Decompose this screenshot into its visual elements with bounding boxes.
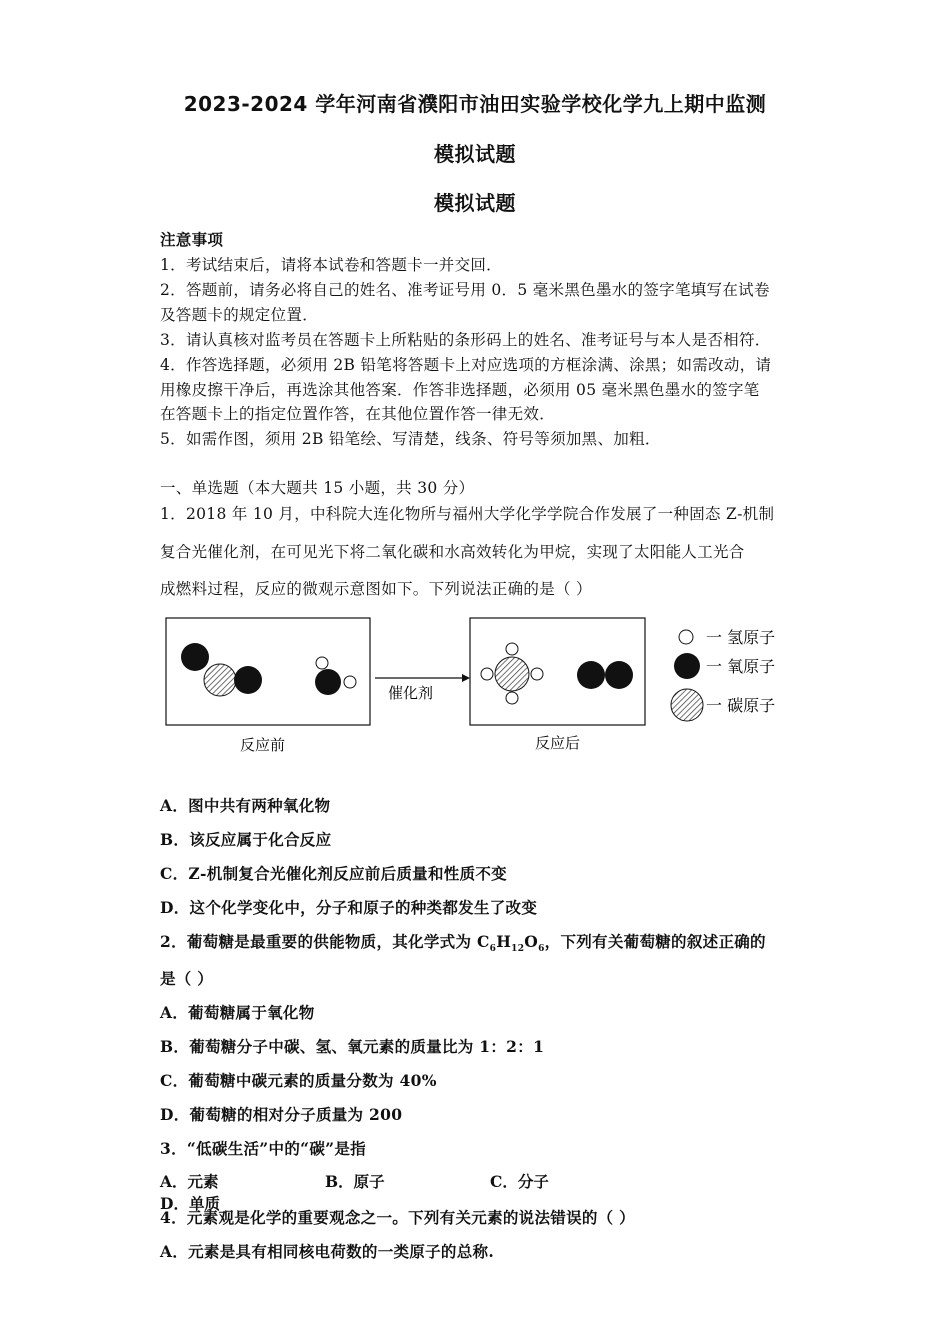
before-box <box>166 618 370 725</box>
notice-line: 3．请认真核对监考员在答题卡上所粘贴的条形码上的姓名、准考证号与本人是否相符． <box>160 331 771 349</box>
q3-option-c: C．分子 <box>490 1172 549 1191</box>
q1-option-a: A．图中共有两种氧化物 <box>160 796 331 815</box>
q2-stem-line: 2．葡萄糖是最重要的供能物质，其化学式为 $C_6H_{12}O_6$，下列有关葡萄糖的叙述正确的 <box>160 932 766 955</box>
legend-hydrogen-atom <box>679 630 693 644</box>
notice-line: 在答题卡上的指定位置作答，在其他位置作答一律无效． <box>160 405 556 423</box>
q2-option-c: C．葡萄糖中碳元素的质量分数为 40% <box>160 1071 437 1090</box>
q2-option-d: D．葡萄糖的相对分子质量为 200 <box>160 1105 403 1124</box>
q3-stem: 3．“低碳生活”中的“碳”是指 <box>160 1139 366 1158</box>
notice-line: 用橡皮擦干净后，再选涂其他答案．作答非选择题，必须用 05 毫米黑色墨水的签字笔 <box>160 381 760 399</box>
oxygen-atom <box>315 669 341 695</box>
legend-oxygen-atom <box>674 653 700 679</box>
hydrogen-atom <box>506 692 518 704</box>
exam-title-line1: 2023-2024 学年河南省濮阳市油田实验学校化学九上期中监测 <box>183 92 767 116</box>
q2-option-a: A．葡萄糖属于氧化物 <box>160 1003 315 1022</box>
legend-carbon-atom <box>671 689 703 721</box>
q4-stem: 4．元素观是化学的重要观念之一。下列有关元素的说法错误的（ ） <box>160 1208 635 1227</box>
legend-hydrogen-label: 一 氢原子 <box>706 628 776 647</box>
q1-option-b: B．该反应属于化合反应 <box>160 830 332 849</box>
exam-title-line3: 模拟试题 <box>434 191 516 215</box>
section-heading: 一、单选题（本大题共 15 小题，共 30 分） <box>160 479 475 497</box>
hydrogen-atom <box>316 657 328 669</box>
hydrogen-atom <box>344 676 356 688</box>
oxygen-atom <box>181 643 209 671</box>
oxygen-atom <box>577 661 605 689</box>
notice-line: 5．如需作图，须用 2B 铅笔绘、写清楚，线条、符号等须加黑、加粗． <box>160 430 661 448</box>
oxygen-atom <box>234 666 262 694</box>
carbon-atom <box>495 657 529 691</box>
hydrogen-atom <box>531 668 543 680</box>
q4-option-a: A．元素是具有相同核电荷数的一类原子的总称. <box>160 1242 495 1261</box>
carbon-atom <box>204 664 236 696</box>
catalyst-label: 催化剂 <box>388 684 434 702</box>
notice-line: 1．考试结束后，请将本试卷和答题卡一并交回． <box>160 256 502 274</box>
legend-oxygen-label: 一 氧原子 <box>706 657 776 676</box>
notice-line: 4．作答选择题，必须用 2B 铅笔将答题卡上对应选项的方框涂满、涂黑；如需改动，请 <box>160 356 772 374</box>
q3-option-b: B．原子 <box>325 1172 385 1191</box>
notice-line: 及答题卡的规定位置． <box>160 306 319 324</box>
q3-option-a: A．元素 <box>160 1172 219 1191</box>
oxygen-atom <box>605 661 633 689</box>
notice-heading: 注意事项 <box>160 230 224 249</box>
q2-stem-line: 是（ ） <box>160 969 214 988</box>
hydrogen-atom <box>506 643 518 655</box>
notice-line: 2．答题前，请务必将自己的姓名、准考证号用 0．5 毫米黑色墨水的签字笔填写在试卷 <box>160 281 770 299</box>
q1-stem-line: 成燃料过程，反应的微观示意图如下。下列说法正确的是（ ） <box>160 580 592 598</box>
hydrogen-atom <box>481 668 493 680</box>
q3-option-d: D．单质 <box>160 1194 220 1213</box>
before-label: 反应前 <box>240 736 286 754</box>
exam-title-line2: 模拟试题 <box>434 142 516 166</box>
q1-stem-line: 1．2018 年 10 月，中科院大连化物所与福州大学化学学院合作发展了一种固态 Z-机制 <box>160 505 775 523</box>
after-label: 反应后 <box>535 734 581 752</box>
q1-stem-line: 复合光催化剂，在可见光下将二氧化碳和水高效转化为甲烷，实现了太阳能人工光合 <box>160 543 745 561</box>
reaction-diagram <box>160 610 800 760</box>
q1-option-d: D．这个化学变化中，分子和原子的种类都发生了改变 <box>160 898 538 917</box>
legend-carbon-label: 一 碳原子 <box>706 696 776 715</box>
q2-option-b: B．葡萄糖分子中碳、氢、氧元素的质量比为 1：2：1 <box>160 1037 545 1056</box>
q1-option-c: C．Z-机制复合光催化剂反应前后质量和性质不变 <box>160 864 507 883</box>
arrow-head-icon <box>462 674 470 682</box>
